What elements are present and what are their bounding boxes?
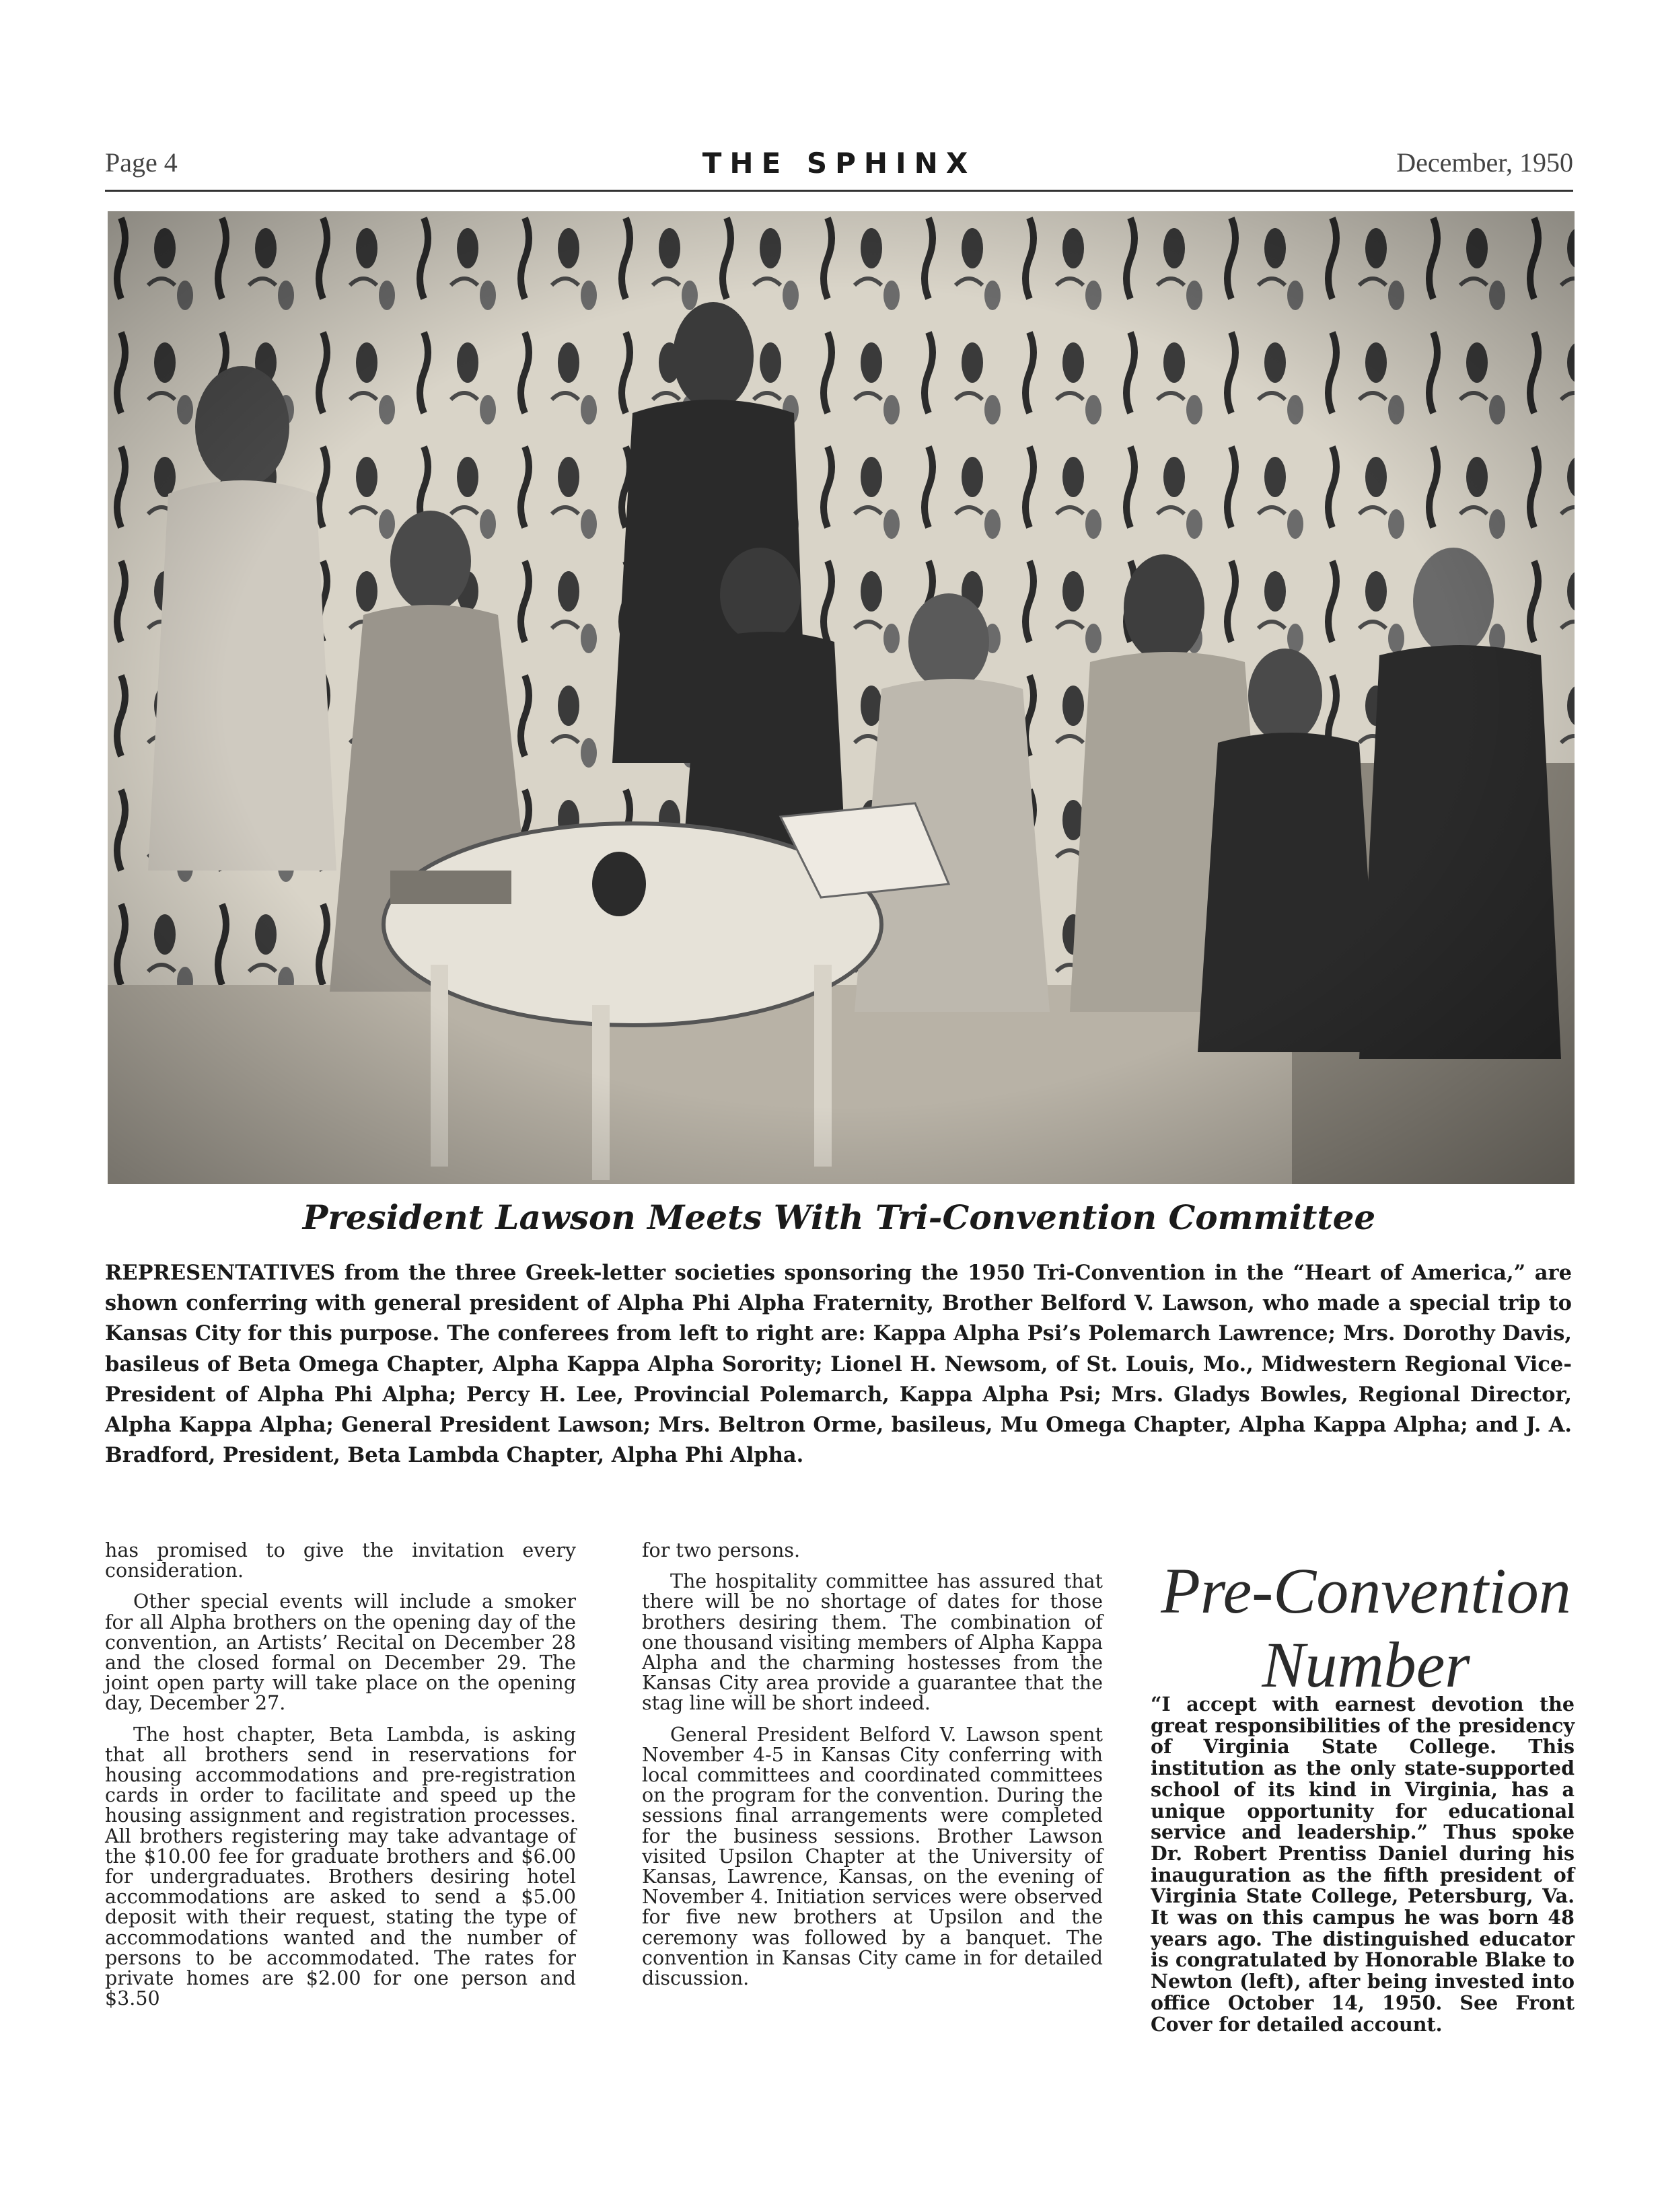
sidebar-text: “I accept with earnest devotion the great responsibilities of the presidency of Virginia State College. This institution as the only state-supported school of its kind in Virginia, has a unique opportunity for educational service and leadership.” Thus spoke Dr. Robert Prentiss Daniel during his inauguration as the fifth president of Virginia State College, Petersburg, Va. It was on this campus he was born 48 years ago. The distinguished educator is congratulated by Honorable Blake to Newton (left), after being invested into office October 14, 1950. See Front Cover for detailed account. bbox=[1151, 1693, 1575, 2036]
paragraph: The host chapter, Beta Lambda, is asking that all brothers send in reservations for housing accommodations and pre-registration cards in order to facilitate and speed up the housing assignment and registration processes. All brothers registering may take advantage of the $10.00 fee for graduate brothers and $6.00 for undergraduates. Brothers desiring hotel accommodations are asked to send a $5.00 deposit with their request, stating the type of accommodations wanted and the number of persons to be accommodated. The rates for private homes are $2.00 for one person and $3.50 bbox=[105, 1723, 576, 2010]
issue-date: December, 1950 bbox=[1396, 147, 1573, 178]
sidebar-heading bbox=[1151, 1554, 1581, 1702]
photo-caption-title: President Lawson Meets With Tri-Convention Committee bbox=[302, 1197, 1376, 1237]
publication-title: THE SPHINX bbox=[702, 147, 976, 180]
article-column-2 bbox=[642, 1541, 1103, 1999]
caption-text: from the three Greek-letter societies sponsoring the 1950 Tri-Convention in the “Heart of America,” are shown conferring with general president of Alpha Phi Alpha Fraternity, Brother Belford V. Lawson, who made a special trip to Kansas City for this purpose. The conferees from left to right are: Kappa Alpha Psi’s Polemarch Lawrence; Mrs. Dorothy Davis, basileus of Beta Omega Chapter, Alpha Kappa Alpha Sorority; Lionel H. Newsom, of St. Louis, Mo., Midwestern Regional Vice-President of Alpha Phi Alpha; Percy H. Lee, Provincial Polemarch, Kappa Alpha Psi; Mrs. Gladys Bowles, Regional Director, Alpha Kappa Alpha; General President Lawson; Mrs. Beltron Orme, basileus, Mu Omega Chapter, Alpha Kappa Alpha; and J. A. Bradford, President, Beta Lambda Chapter, Alpha Phi Alpha. bbox=[105, 1261, 1572, 1468]
paragraph: for two persons. bbox=[642, 1539, 801, 1561]
paragraph: Other special events will include a smoker for all Alpha brothers on the opening day of the convention, an Artists’ Recital on December 28 and the closed formal on December 29. The joint open party will take place on the opening day, December 27. bbox=[105, 1590, 576, 1715]
photo-caption bbox=[105, 1258, 1572, 1471]
sidebar-heading-line-1: Pre-Convention bbox=[1161, 1555, 1571, 1627]
sidebar-heading-line-2: Number bbox=[1262, 1629, 1470, 1701]
header-rule bbox=[105, 190, 1573, 192]
group-photograph bbox=[108, 211, 1575, 1184]
article-column-1 bbox=[105, 1541, 576, 2020]
paragraph: has promised to give the invitation every consideration. bbox=[105, 1539, 576, 1582]
caption-lead-word: REPRESENTATIVES bbox=[105, 1261, 336, 1285]
page-number: Page 4 bbox=[105, 147, 178, 178]
paragraph: The hospitality committee has assured that there will be no shortage of dates for those brothers desiring them. The combination of one thousand visiting members of Alpha Kappa Alpha and the charming hostesses from the Kansas City area provide a guarantee that the stag line will be short indeed. bbox=[642, 1570, 1103, 1715]
page-header bbox=[105, 143, 1573, 190]
paragraph: General President Belford V. Lawson spent November 4-5 in Kansas City conferring with local committees and coordinated committees on the program for the convention. During the sessions final arrangements were completed for the business sessions. Brother Lawson visited Upsilon Chapter at the University of Kansas, Lawrence, Kansas, on the evening of November 4. Initiation services were observed for five new brothers at Upsilon and the ceremony was followed by a banquet. The convention in Kansas City came in for detailed discussion. bbox=[642, 1723, 1103, 1990]
